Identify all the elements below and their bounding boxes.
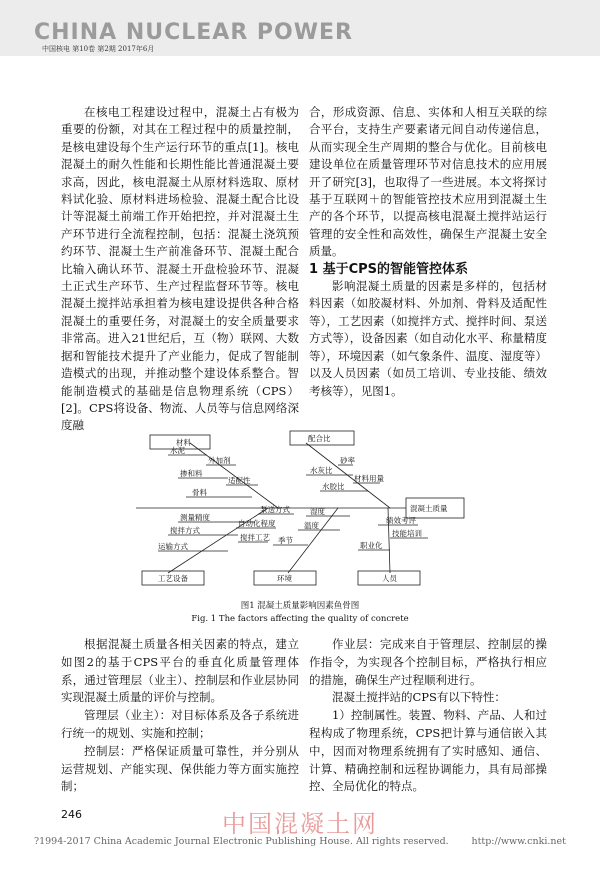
box-people-label: 人员: [382, 574, 397, 583]
bottom-right-p1: 作业层：完成来自于管理层、控制层的操作指令，为实现各个控制目标，严格执行相应的措施，确保生产过程顺利进行。: [309, 637, 547, 687]
cause-m2: 外加剂: [208, 456, 231, 465]
figure-caption-zh: 图1 混凝土质量影响因素鱼骨图: [240, 601, 360, 611]
cause-m4: 适配性: [228, 476, 251, 485]
cause-p5: 搅拌工艺: [240, 533, 270, 542]
box-process-label: 工艺设备: [158, 574, 188, 583]
journal-issue-info: 中国核电 第10卷 第2期 2017年6月: [42, 45, 155, 53]
intro-paragraph-left: 在核电工程建设过程中，混凝土占有极为重要的份额，对其在工程过程中的质量控制，是核电建设每个生产运行环节的重点[1]。核电混凝土的耐久性能和长期性能比普通混凝土要求高，因此，核电混凝土从原材料选取、原材料试化验、原材料进场检验、混凝土配合比设计等混凝土前端工作开始把控，并对混凝土生产环节进行全流程控制，包括：混凝土浇筑预约环节、混凝土生产前准备环节、混凝土配合比输入确认环节、混凝土开盘检验环节、混凝土正式生产环节、生产过程监督环节等。核电混凝土搅拌站承担着为核电建设提供各种合格混凝土的重要任务，对混凝土的安全质量要求非常高。进入21世纪后，互（物）联网、大数据和智能技术提升了产业能力，促成了智能制造模式的出现，并推动整个建设体系整合。智能制造模式的基础是信息物理系统（CPS）[2]。CPS将设备、物流、人员等与信息网络深度融: [61, 105, 299, 433]
journal-header: [0, 0, 600, 56]
section-heading: 1 基于CPS的智能管控体系: [309, 261, 469, 277]
cause-m3: 掺和料: [180, 469, 203, 478]
cause-x2: 水灰比: [310, 466, 333, 475]
left-column: [61, 104, 299, 435]
cause-m1: 水泥: [170, 446, 185, 455]
footer-url[interactable]: http://www.cnki.net: [471, 836, 566, 847]
cause-e2: 温度: [304, 521, 319, 530]
watermark: 中国混凝土网: [222, 810, 378, 838]
cause-p4: 搅拌方式: [170, 526, 200, 535]
cause-p1: 泵送方式: [260, 505, 290, 514]
box-env-label: 环境: [277, 574, 292, 583]
figure-caption-en: Fig. 1 The factors affecting the quality of concrete: [191, 614, 409, 624]
bottom-left-p2: 管理层（业主）：对目标体系及各子系统进行统一的规划、实施和控制；: [61, 708, 299, 740]
right-column: [309, 104, 547, 400]
cause-e3: 季节: [278, 536, 293, 545]
cause-e1: 湿度: [310, 507, 325, 516]
bottom-right-p2: 混凝土搅拌站的CPS有以下特性：: [332, 690, 506, 705]
cause-h1: 绩效考评: [386, 516, 416, 525]
intro-paragraph-right: 合，形成资源、信息、实体和人相互关联的综合平台，支持生产要素诸元间自动传递信息，从而实现全生产周期的整合与优化。目前核电建设单位在质量管理环节对信息技术的应用展开了研究[3]，也取得了一些进展。本文将探讨基于互联网＋的智能管控技术应用到混凝土生产的各个环节，以提高核电混凝土搅拌站运行管理的安全性和高效性，确保生产混凝土安全质量。: [309, 105, 547, 259]
cause-h3: 职业化: [360, 541, 383, 550]
bottom-right-column: [309, 636, 547, 796]
fishbone-diagram: [128, 425, 480, 590]
bottom-left-column: [61, 636, 299, 796]
journal-title: CHINA NUCLEAR POWER: [34, 20, 353, 45]
cause-m5: 骨料: [192, 488, 207, 497]
bottom-left-p1: 根据混凝土质量各相关因素的特点，建立如图2的基于CPS平台的垂直化质量管理体系，通过管理层（业主）、控制层和作业层协同实现混凝土质量的评价与控制。: [61, 637, 299, 705]
bone-env: [288, 508, 338, 573]
cause-x4: 水胶比: [322, 482, 345, 491]
footer: [34, 836, 566, 847]
bottom-right-p3: 1）控制属性。装置、物料、产品、人和过程构成了物理系统，CPS把计算与通信嵌入其中，因而对物理系统拥有了实时感知、通信、计算、精确控制和远程协调能力，具有局部操控、全局优化的特点。: [309, 708, 547, 794]
cause-x3: 材料用量: [354, 474, 384, 483]
bottom-left-p3: 控制层：严格保证质量可靠性，并分别从运营规划、产能实现、保供能力等方面实施控制；: [61, 743, 299, 794]
fishbone-head-label: 混凝土质量: [410, 504, 448, 513]
cause-p6: 运输方式: [158, 542, 188, 551]
section-paragraph: 影响混凝土质量的因素是多样的，包括材料因素（如胶凝材料、外加剂、骨料及适配性等），工艺因素（如搅拌方式、搅拌时间、泵送方式等），设备因素（如自动化水平、称量精度等），环境因素（如气象条件、温度、湿度等）以及人员因素（如员工培训、专业技能、绩效考核等），见图1。: [309, 279, 547, 398]
footer-copyright: ?1994-2017 China Academic Journal Electronic Publishing House. All rights reserved.: [34, 836, 449, 847]
box-mix-label: 配合比: [308, 434, 331, 443]
cause-p3: 自动化程度: [238, 519, 276, 528]
box-material-label: 材料: [176, 438, 191, 447]
cause-h2: 技能培训: [392, 529, 422, 538]
cause-p2: 测量精度: [180, 513, 210, 522]
page-number: 246: [61, 808, 82, 821]
cause-x1: 砂率: [340, 456, 355, 465]
